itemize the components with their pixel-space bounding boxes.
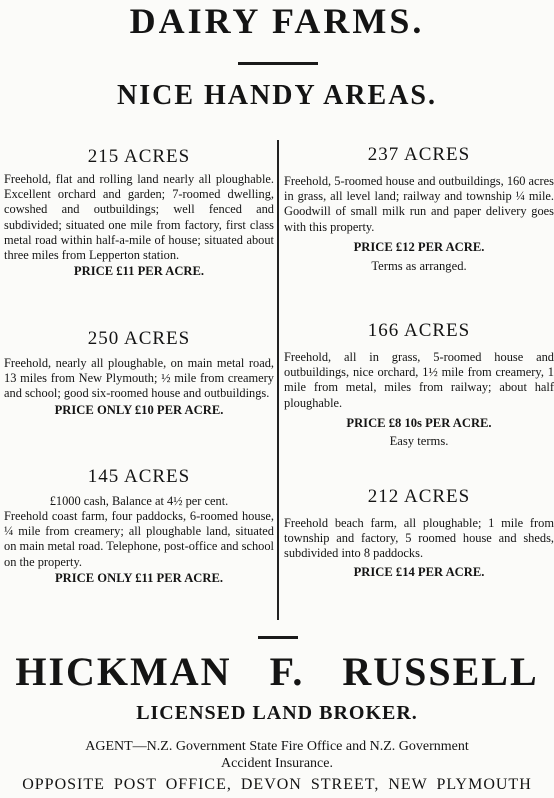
lot-description: Freehold, nearly all ploughable, on main metal road, 13 miles from New Plymouth; ½ mile from creamery and school; good six-roomed house and outbuildings. — [4, 356, 274, 401]
lot-250-acres — [4, 328, 274, 418]
title-rule — [238, 62, 318, 65]
lot-description: Freehold, all in grass, 5-roomed house and outbuildings, nice orchard, 1½ mile from creamery, 1 mile from metal, miles from railway; about half ploughable. — [284, 350, 554, 410]
lot-terms: Terms as arranged. — [371, 258, 467, 273]
lot-description: Freehold coast farm, four paddocks, 6-roomed house, ¼ mile from creamery; all ploughable land, situated on main metal road. Telephone, post-office and school on the property. — [4, 509, 274, 569]
broker-first-name: HICKMAN — [15, 649, 232, 694]
lot-price: PRICE £8 10s PER ACRE. — [346, 415, 492, 430]
lot-title: 215 ACRES — [87, 146, 191, 167]
agent-line-1: AGENT—N.Z. Government State Fire Office and N.Z. Government — [85, 739, 469, 754]
lot-price: PRICE £11 PER ACRE. — [73, 264, 205, 279]
advert-title: DAIRY FARMS. — [129, 1, 425, 41]
footer-rule — [258, 636, 298, 639]
lot-title: 145 ACRES — [87, 466, 191, 487]
lot-215-acres — [4, 146, 274, 279]
broker-role: LICENSED LAND BROKER. — [136, 702, 418, 724]
lot-title: 237 ACRES — [367, 144, 471, 165]
broker-address: OPPOSITE POST OFFICE, DEVON STREET, NEW PLYMOUTH — [22, 776, 532, 793]
lot-description: Freehold, 5-roomed house and outbuildings, 160 acres in grass, all level land; railway and township ¼ mile. Goodwill of small milk run and paper delivery goes with this property. — [284, 174, 554, 234]
lot-description: Freehold beach farm, all ploughable; 1 mile from township and factory, 5 roomed house and sheds, subdivided into 8 paddocks. — [284, 516, 554, 561]
lot-212-acres — [284, 486, 554, 580]
broker-last-name: RUSSELL — [342, 649, 539, 694]
lot-166-acres — [284, 320, 554, 449]
lot-title: 166 ACRES — [367, 320, 471, 341]
lot-terms-line: £1000 cash, Balance at 4½ per cent. — [49, 494, 229, 508]
advert-subtitle: NICE HANDY AREAS. — [116, 80, 437, 111]
lot-price: PRICE ONLY £10 PER ACRE. — [54, 402, 224, 417]
broker-name — [0, 648, 554, 695]
agent-line-2: Accident Insurance. — [221, 756, 333, 771]
lot-price: PRICE £12 PER ACRE. — [353, 239, 485, 254]
lot-price: PRICE ONLY £11 PER ACRE. — [54, 570, 224, 585]
lot-237-acres — [284, 144, 554, 274]
broker-initial: F. — [269, 649, 305, 694]
lot-description: Freehold, flat and rolling land nearly all ploughable. Excellent orchard and garden; 7-roomed dwelling, cowshed and outbuildings; well fenced and subdivided; situated one mile from factory, first class metal road within half-a-mile of house; situated about three miles from Lepperton station. — [4, 172, 274, 263]
lot-price: PRICE £14 PER ACRE. — [353, 564, 485, 579]
column-divider — [277, 140, 279, 620]
lot-title: 250 ACRES — [87, 328, 191, 349]
lot-title: 212 ACRES — [367, 486, 471, 507]
lot-terms: Easy terms. — [389, 433, 449, 448]
lot-145-acres — [4, 466, 274, 586]
